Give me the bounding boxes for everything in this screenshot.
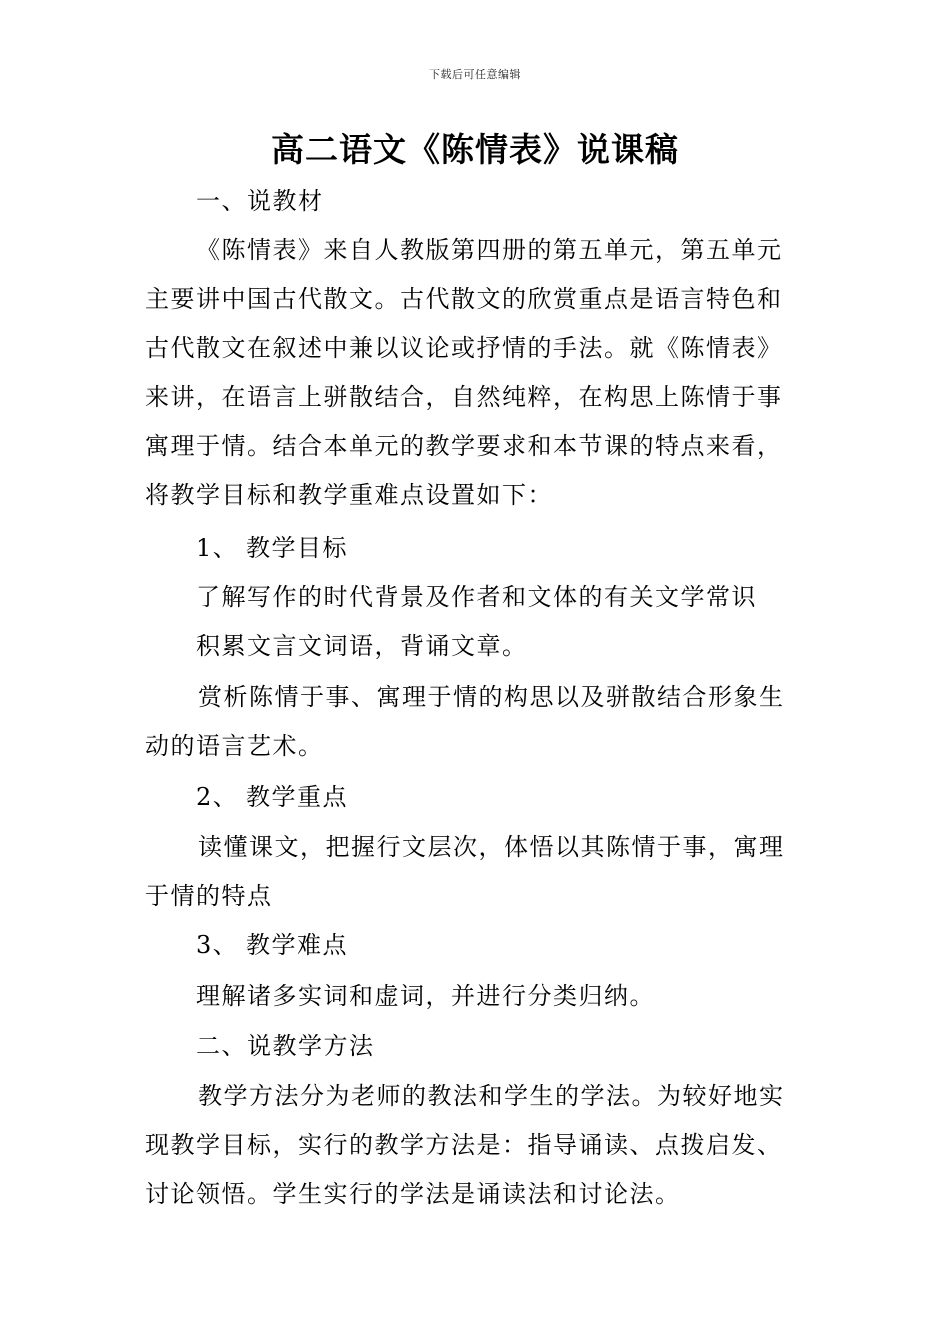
- focus-line: 读懂课文，把握行文层次，体悟以其陈情于事，寓理: [198, 833, 785, 861]
- difficulty-line: 理解诸多实词和虚词，并进行分类归纳。: [196, 982, 655, 1010]
- paragraph-line: 《陈情表》来自人教版第四册的第五单元，第五单元: [196, 236, 783, 264]
- section-heading-textbook: 一、说教材: [196, 187, 324, 215]
- goal-line: 赏析陈情于事、寓理于情的构思以及骈散结合形象生: [198, 683, 785, 711]
- list-number: 3、: [196, 931, 239, 959]
- paragraph-line: 来讲，在语言上骈散结合，自然纯粹，在构思上陈情于事: [145, 383, 783, 411]
- paragraph-line: 讨论领悟。学生实行的学法是诵读法和讨论法。: [145, 1180, 681, 1208]
- list-item-teaching-goals: [196, 532, 348, 564]
- document-title: 高二语文《陈情表》说课稿: [271, 130, 679, 169]
- paragraph-line: 现教学目标，实行的教学方法是：指导诵读、点拨启发、: [145, 1131, 783, 1159]
- paragraph-line: 古代散文在叙述中兼以议论或抒情的手法。就《陈情表》: [145, 334, 783, 362]
- paragraph-line: 主要讲中国古代散文。古代散文的欣赏重点是语言特色和: [145, 285, 783, 313]
- goal-line: 积累文言文词语，背诵文章。: [196, 632, 528, 660]
- paragraph-line: 教学方法分为老师的教法和学生的学法。为较好地实: [198, 1082, 785, 1110]
- paragraph-line: 寓理于情。结合本单元的教学要求和本节课的特点来看，: [145, 432, 783, 460]
- page-header-note: 下载后可任意编辑: [429, 68, 521, 81]
- section-heading-teaching-methods: 二、说教学方法: [196, 1032, 375, 1060]
- list-label: 教学重点: [246, 783, 348, 811]
- paragraph-line: 将教学目标和教学重难点设置如下：: [145, 481, 553, 509]
- list-number: 1、: [196, 534, 239, 562]
- list-label: 教学目标: [246, 534, 348, 562]
- list-number: 2、: [196, 783, 239, 811]
- goal-line: 了解写作的时代背景及作者和文体的有关文学常识: [196, 583, 757, 611]
- focus-line: 于情的特点: [145, 882, 273, 910]
- list-item-teaching-difficulty: [196, 929, 348, 961]
- list-label: 教学难点: [246, 931, 348, 959]
- goal-line: 动的语言艺术。: [145, 732, 324, 760]
- list-item-teaching-focus: [196, 781, 348, 813]
